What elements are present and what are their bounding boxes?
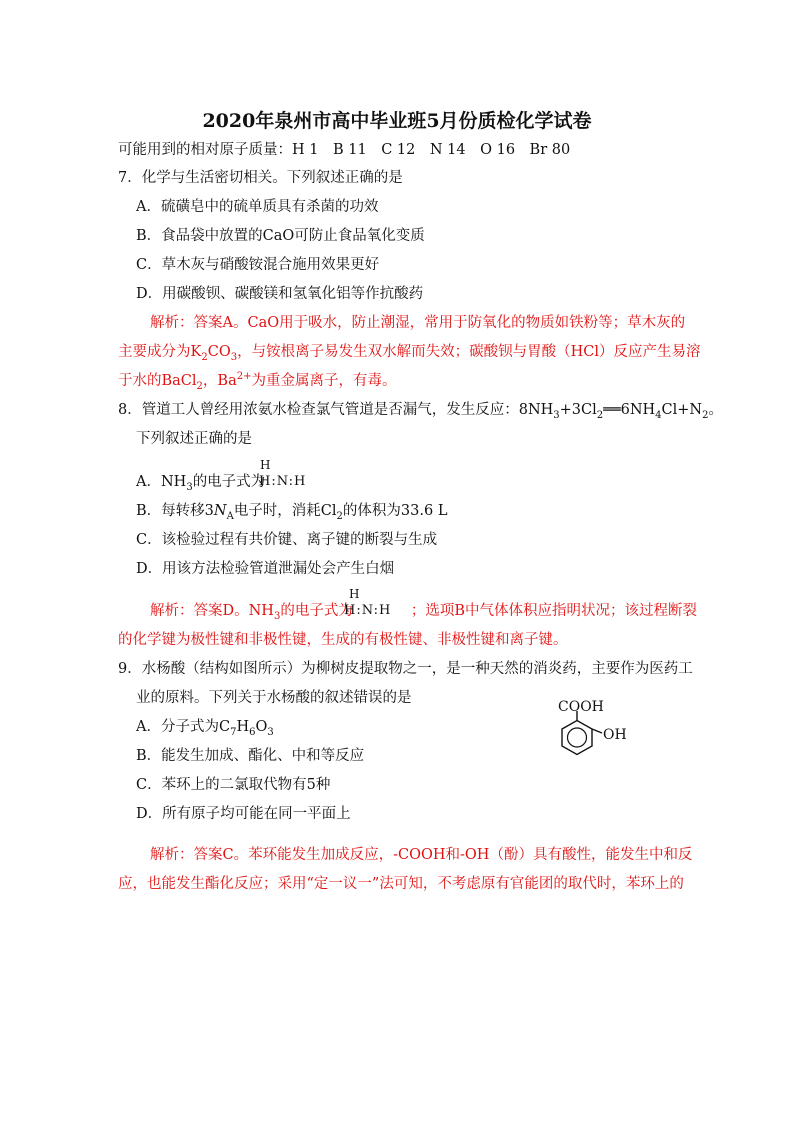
q8-option-a: A．$NH_3$的电子式为 — [136, 474, 266, 493]
q7-answer-line-3: 于水的BaCl$_2$，$Ba^{2+}$为重金属离子，有毒。 — [118, 371, 397, 392]
q7-answer-line-1: 解析：答案A。CaO用于吸水，防止潮湿，常用于防氧化的物质如铁粉等；草木灰的 — [150, 315, 686, 331]
q7-option-b: B．食品袋中放置的CaO可防止食品氧化变质 — [136, 228, 425, 244]
cooh-group-label: COOH — [558, 699, 604, 715]
q7-answer-line-2: 主要成分为$K_2CO_3$，与铵根离子易发生双水解而失效；碳酸钡与胃酸（HCl）反应产生易溶 — [118, 344, 701, 363]
q8-lewis-top-h: H — [260, 458, 271, 472]
q8-lewis-structure: H:N:H — [259, 474, 307, 489]
salicylic-acid-structure — [540, 699, 640, 783]
oh-group-label: OH — [603, 727, 627, 743]
q9-stem-line-2: 业的原料。下列关于水杨酸的叙述错误的是 — [136, 690, 412, 706]
q8-answer-line-2: 的化学键为极性键和非极性键，生成的有极性键、非极性键和离子键。 — [118, 632, 568, 648]
q9-option-d: D．所有原子均可能在同一平面上 — [136, 806, 351, 822]
q9-answer-line-2: 应，也能发生酯化反应；采用“定一议一”法可知，不考虑原有官能团的取代时，苯环上的 — [118, 876, 684, 892]
q9-option-b: B．能发生加成、酯化、中和等反应 — [136, 748, 365, 764]
q9-answer-line-1: 解析：答案C。苯环能发生加成反应，-COOH和-OH（酚）具有酸性，能发生中和反 — [150, 847, 693, 863]
q8-answer-lewis-structure: H:N:H — [344, 603, 392, 618]
q7-stem: 7．化学与生活密切相关。下列叙述正确的是 — [118, 170, 403, 186]
q9-stem-line-1: 9．水杨酸（结构如图所示）为柳树皮提取物之一，是一种天然的消炎药，主要作为医药工 — [118, 661, 693, 677]
atomic-mass-line: 可能用到的相对原子质量：H 1 B 11 C 12 N 14 O 16 Br 80 — [118, 142, 571, 158]
q8-answer-line-1: 解析：答案D。$NH_3$的电子式为 ；选项B中气体体积应指明状况；该过程断裂 — [150, 603, 697, 622]
q8-option-d: D．用该方法检验管道泄漏处会产生白烟 — [136, 561, 395, 577]
q7-option-a: A．硫磺皂中的硫单质具有杀菌的功效 — [136, 199, 379, 215]
q9-option-a: A．分子式为$C_7H_6O_3$ — [136, 719, 274, 738]
q8-stem-line-2: 下列叙述正确的是 — [136, 431, 252, 447]
q9-option-c: C．苯环上的二氯取代物有5种 — [136, 777, 331, 793]
q8-option-c: C．该检验过程有共价键、离子键的断裂与生成 — [136, 532, 438, 548]
q8-answer-lewis-top-h: H — [349, 587, 360, 601]
q7-option-c: C．草木灰与硝酸铵混合施用效果更好 — [136, 257, 380, 273]
q8-stem-line-1: 8．管道工人曾经用浓氨水检查氯气管道是否漏气，发生反应：$8NH_3+3Cl_2══6NH_4Cl+N_2$。 — [118, 402, 723, 421]
page-title: 2020年泉州市高中毕业班5月份质检化学试卷 — [202, 110, 592, 132]
q7-option-d: D．用碳酸钡、碳酸镁和氢氧化铝等作抗酸药 — [136, 286, 424, 302]
q8-option-b: B．每转移$3N_A$电子时，消耗$Cl_2$的体积为33.6 L — [136, 503, 448, 522]
